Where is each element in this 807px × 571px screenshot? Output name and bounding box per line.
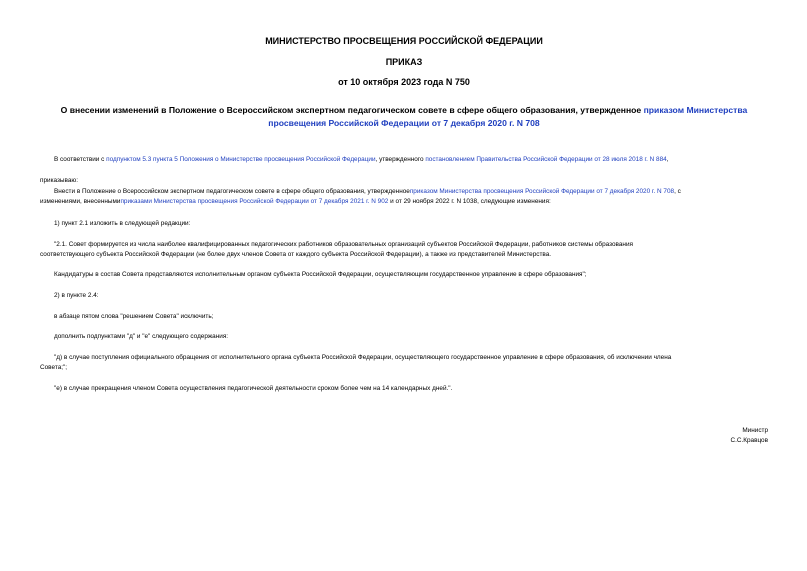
basis-text-2: , утвержденного [375,156,424,163]
paragraph-item-1: 1) пункт 2.1 изложить в следующей редакции: [54,220,191,227]
paragraph-add-subitems: дополнить подпунктами "д" и "е" следующего содержания: [54,333,229,340]
basis-link-regulation[interactable]: подпунктом 5.3 пункта 5 Положения о Министерстве просвещения Российской Федерации [106,156,376,163]
paragraph-item-2: 2) в пункте 2.4: [54,292,99,299]
paragraph-basis [40,155,768,165]
title-link-order-cont[interactable]: просвещения Российской Федерации от 7 декабря 2020 г. N 708 [268,117,540,128]
title-text: О внесении изменений в Положение о Всероссийском экспертном педагогическом совете в сфере общего образования, утвержденное [60,105,642,115]
amend-text-3: изменениями, внесенными [40,198,121,205]
ministry-heading: МИНИСТЕРСТВО ПРОСВЕЩЕНИЯ РОССИЙСКОЙ ФЕДЕРАЦИИ [265,36,543,46]
document-title [40,104,768,129]
title-link-order[interactable]: приказом Министерства [643,105,748,115]
paragraph-subitem-d [40,353,768,373]
amend-text-1: Внести в Положение о Всероссийском экспертном педагогическом совете в сфере общего образования, утвержденное [54,188,410,195]
basis-text-3: , [666,156,669,163]
document-page [40,0,768,571]
signature-position: Министр [742,427,768,434]
amend-text-4: и от 29 ноября 2022 г. N 1038, следующие изменения: [390,198,551,205]
amend-text-2: , с [674,188,681,195]
paragraph-order-word: приказываю: [40,177,78,184]
signature-name: С.С.Кравцов [730,437,768,444]
subitem-d-line-1: "д) в случае поступления официального обращения от исполнительного органа субъекта Российской Федерации, осуществляющего государственное управление в сфере образования, об исключении члена [54,354,672,361]
basis-text-1: В соответствии с [54,156,105,163]
new-2-1-line-2: соответствующего субъекта Российской Федерации (не более двух членов Совета от каждого субъекта Российской Федерации), а также из представителей Министерства. [40,251,552,258]
subitem-d-line-2: Совета;"; [40,364,68,371]
paragraph-exclude-words: в абзаце пятом слова "решением Совета" исключить; [54,313,214,320]
doc-type-heading: ПРИКАЗ [385,57,423,67]
amend-link-order-708[interactable]: приказом Министерства просвещения Российской Федерации от 7 декабря 2020 г. N 708 [409,188,675,195]
new-2-1-line-1: "2.1. Совет формируется из числа наиболее квалифицированных педагогических работников образовательных организаций субъектов Российской Федерации, работников системы образования [54,241,633,248]
paragraph-subitem-e: "е) в случае прекращения членом Совета осуществления педагогической деятельности сроком более чем на 14 календарных дней.". [54,385,453,392]
paragraph-candidates: Кандидатуры в состав Совета представляются исполнительным органом субъекта Российской Федерации, осуществляющим государственное управление в сфере образования"; [54,271,587,278]
paragraph-new-2-1 [40,240,768,260]
basis-link-decree[interactable]: постановлением Правительства Российской Федерации от 28 июля 2018 г. N 884 [425,156,667,163]
date-number-heading: от 10 октября 2023 года N 750 [338,77,470,87]
paragraph-amend [40,187,768,207]
amend-link-order-902[interactable]: приказами Министерства просвещения Российской Федерации от 7 декабря 2021 г. N 902 [120,198,389,205]
